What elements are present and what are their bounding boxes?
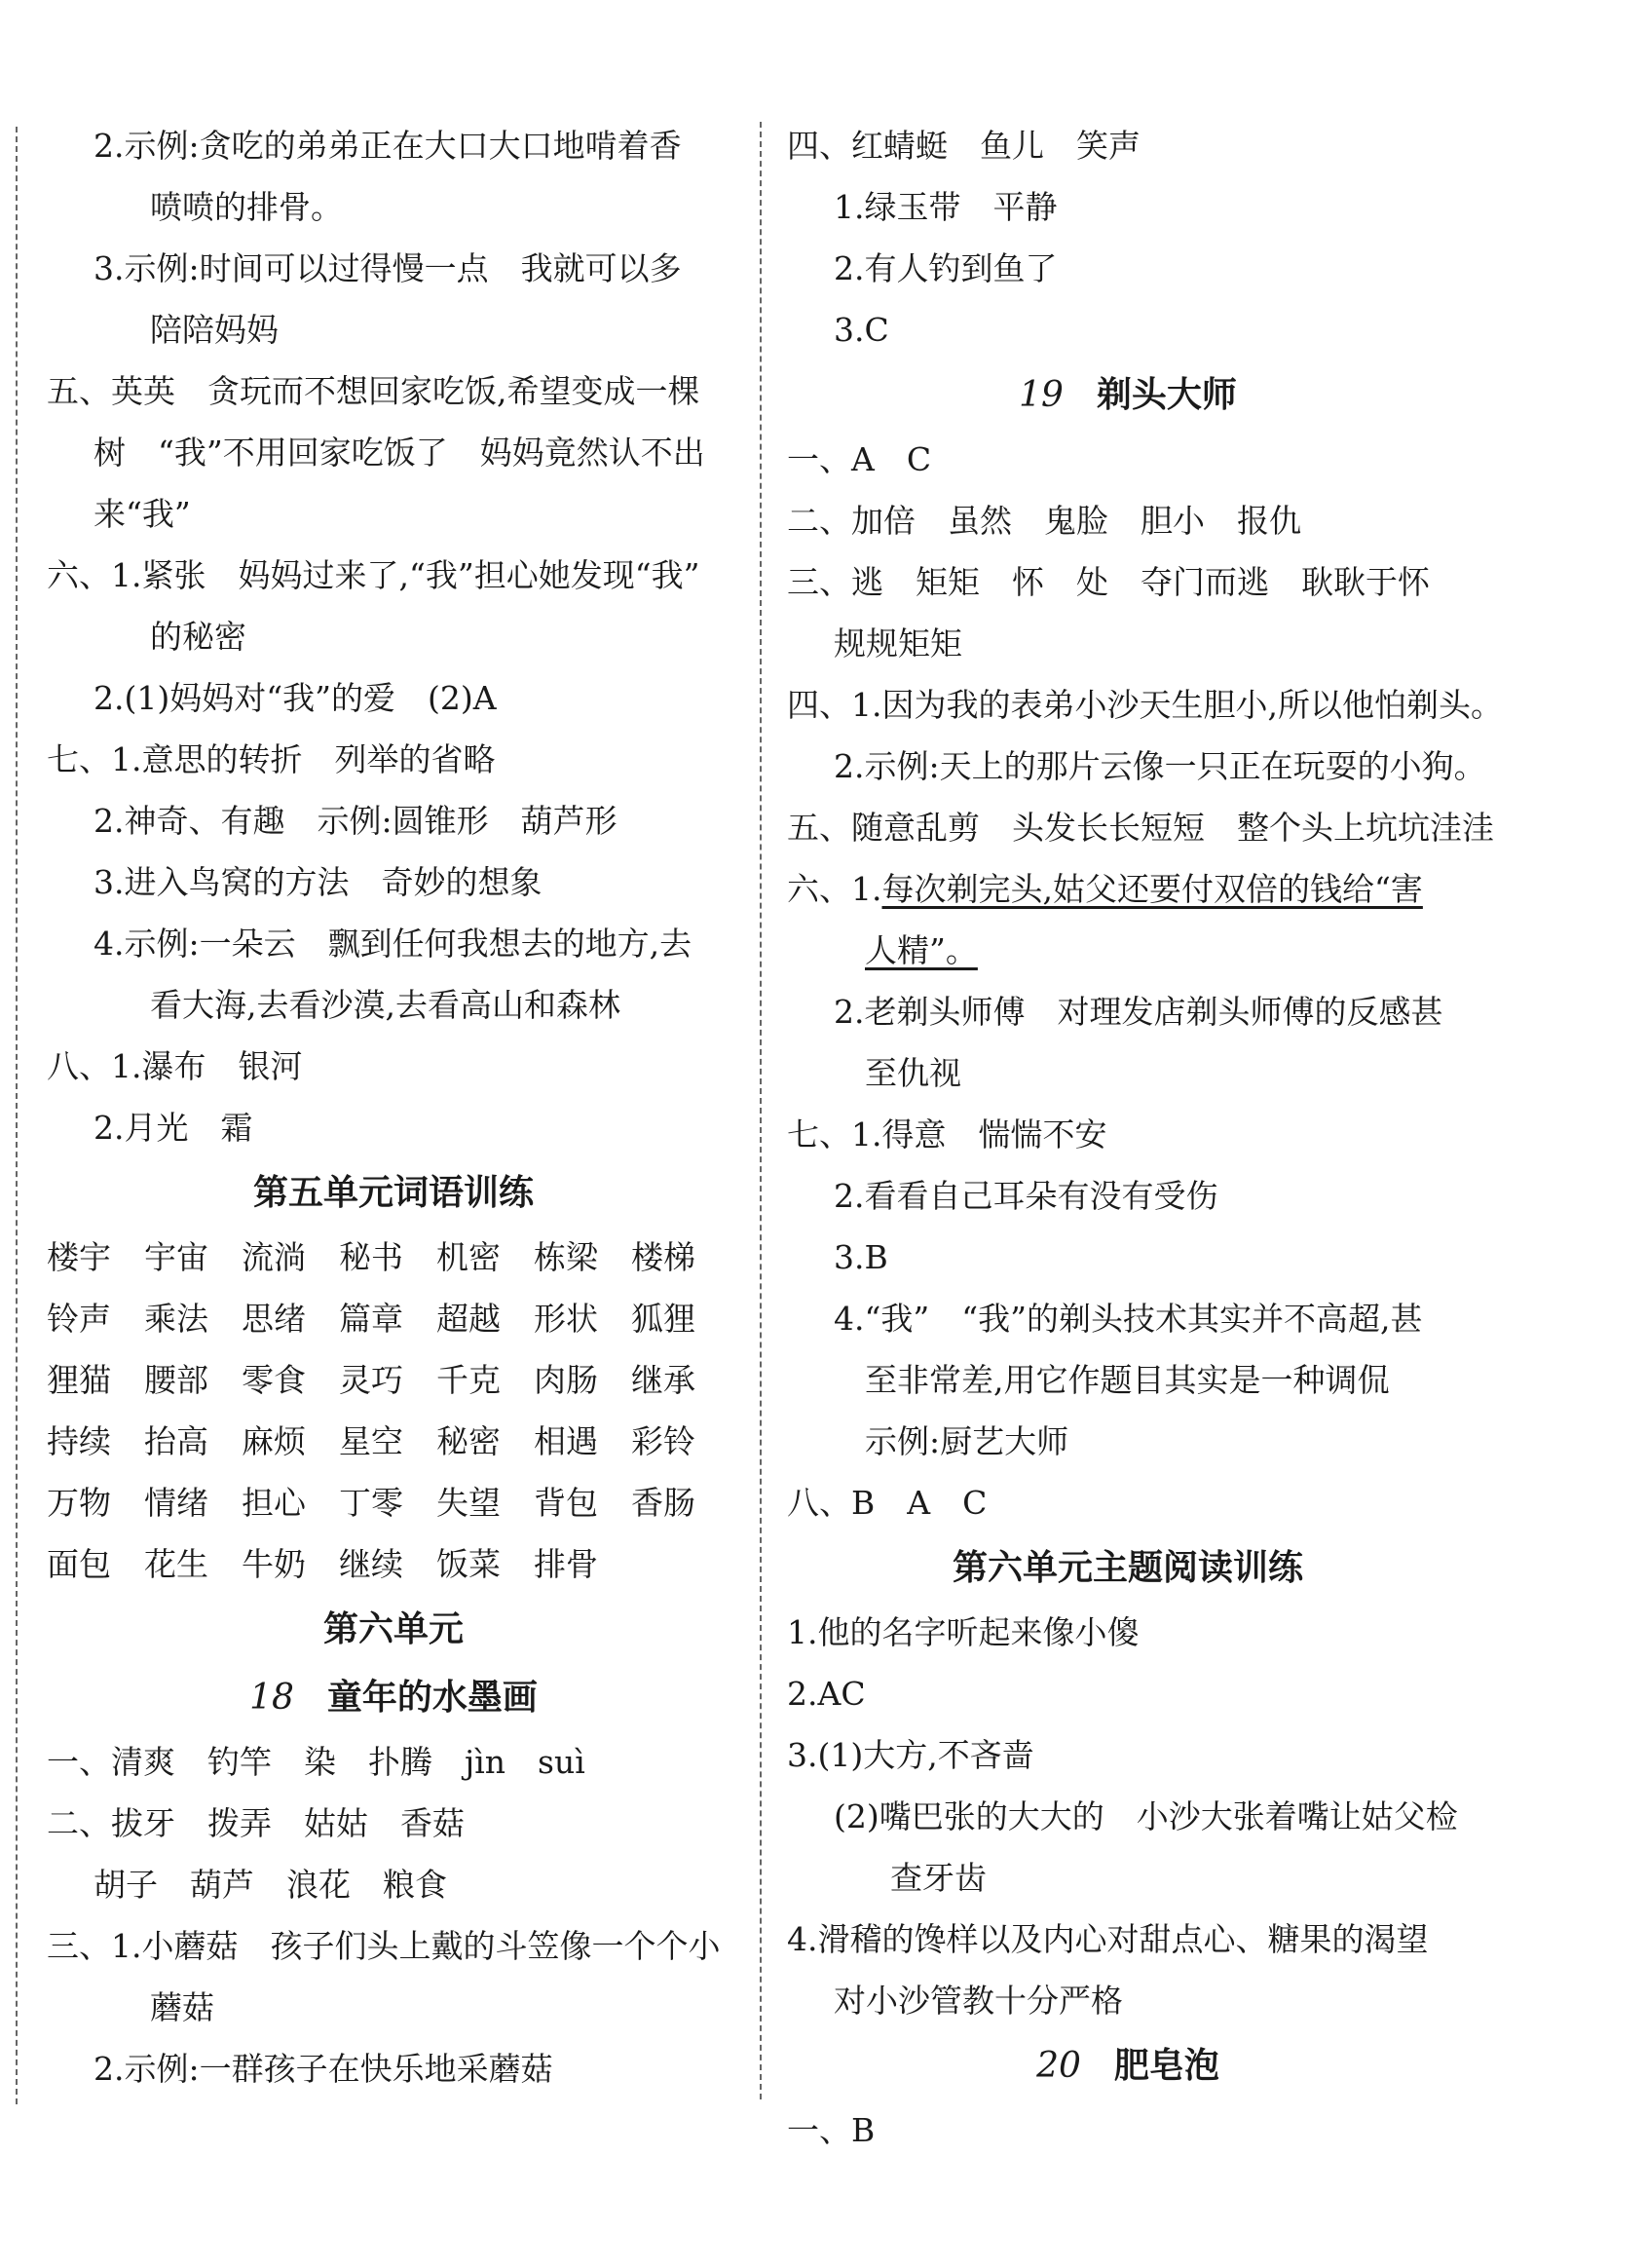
answer-line: 喷喷的排骨。 <box>150 188 343 226</box>
vocab-word: 香肠 <box>631 1484 695 1522</box>
vocab-word: 秘书 <box>339 1238 403 1276</box>
vocab-word: 腰部 <box>144 1361 208 1399</box>
vocab-word: 千克 <box>436 1361 501 1399</box>
vocab-word: 狐狸 <box>631 1300 695 1338</box>
vocab-word: 排骨 <box>534 1545 598 1583</box>
heading-unit6-reading: 第六单元主题阅读训练 <box>952 1547 1303 1588</box>
answer-line: 规规矩矩 <box>834 624 962 662</box>
lesson-20-title <box>787 2031 1469 2099</box>
vocab-word-grid <box>47 1227 740 1595</box>
answer-line: 3.B <box>834 1238 888 1276</box>
answer-line: 2.示例:贪吃的弟弟正在大口大口地啃着香 <box>94 127 682 165</box>
vocab-word: 饭菜 <box>436 1545 501 1583</box>
vocab-word: 彩铃 <box>631 1422 695 1460</box>
vocab-word: 继续 <box>339 1545 403 1583</box>
vocab-word: 丁零 <box>339 1484 403 1522</box>
vocab-word: 担心 <box>242 1484 306 1522</box>
answer-line: 陪陪妈妈 <box>150 311 279 349</box>
lesson-20-answers <box>787 2099 1469 2161</box>
answer-line: 蘑菇 <box>150 1988 214 2026</box>
answer-line: 四、1.因为我的表弟小沙天生胆小,所以他怕剃头。 <box>787 686 1503 724</box>
vocab-word: 万物 <box>47 1484 111 1522</box>
vocab-row <box>47 1227 740 1288</box>
vocab-word: 思绪 <box>242 1300 306 1338</box>
vocab-word: 铃声 <box>47 1300 111 1338</box>
answer-line: 3.示例:时间可以过得慢一点 我就可以多 <box>94 249 682 287</box>
vocab-word: 相遇 <box>534 1422 598 1460</box>
answer-line: 2.看看自己耳朵有没有受伤 <box>834 1177 1218 1215</box>
answer-line: 八、1.瀑布 银河 <box>47 1047 303 1085</box>
vocab-word: 继承 <box>631 1361 695 1399</box>
vocab-word: 零食 <box>242 1361 306 1399</box>
heading-unit6: 第六单元 <box>322 1608 464 1649</box>
answer-line: 3.进入鸟窝的方法 奇妙的想象 <box>94 863 542 901</box>
answer-line: 三、1.小蘑菇 孩子们头上戴的斗笠像一个个小 <box>47 1927 721 1965</box>
answer-line: 一、B <box>787 2111 876 2149</box>
vocab-word: 宇宙 <box>144 1238 208 1276</box>
vocab-word: 面包 <box>47 1545 111 1583</box>
answer-line: 对小沙管教十分严格 <box>834 1982 1123 2020</box>
answer-line: 2.老剃头师傅 对理发店剃头师傅的反感甚 <box>834 993 1443 1031</box>
answer-line: 二、加倍 虽然 鬼脸 胆小 报仇 <box>787 502 1301 540</box>
lesson-18-answers-cont <box>787 115 1469 360</box>
underlined-answer: 人精”。 <box>865 931 978 969</box>
answer-line: 三、逃 矩矩 怀 处 夺门而逃 耿耿于怀 <box>787 563 1430 601</box>
answer-line: 树 “我”不用回家吃饭了 妈妈竟然认不出 <box>94 434 705 472</box>
answer-line: 一、清爽 钓竿 染 扑腾 jìn suì <box>47 1743 585 1781</box>
vocab-row <box>47 1288 740 1349</box>
answer-line: 一、A C <box>787 440 932 478</box>
answer-line: 六、1.紧张 妈妈过来了,“我”担心她发现“我” <box>47 556 700 594</box>
vocab-word: 麻烦 <box>242 1422 306 1460</box>
lesson-19-title <box>787 360 1469 429</box>
left-answers-block <box>47 115 740 1158</box>
underlined-answer: 每次剃完头,姑父还要付双倍的钱给“害 <box>881 870 1423 908</box>
answer-line: 至非常差,用它作题目其实是一种调侃 <box>865 1361 1390 1399</box>
vocab-word: 形状 <box>534 1300 598 1338</box>
answer-line: 4.示例:一朵云 飘到任何我想去的地方,去 <box>94 925 692 963</box>
lesson-title: 童年的水墨画 <box>326 1677 538 1718</box>
vocab-word: 乘法 <box>144 1300 208 1338</box>
lesson-19-answers <box>787 429 1503 858</box>
vocab-row <box>47 1349 740 1411</box>
answer-line: 1.他的名字听起来像小傻 <box>787 1613 1140 1651</box>
answer-line: 2.神奇、有趣 示例:圆锥形 葫芦形 <box>94 802 617 840</box>
page-edge-dashed-line <box>16 127 18 2104</box>
right-column <box>787 115 1503 2161</box>
vocab-word: 篇章 <box>339 1300 403 1338</box>
vocab-word: 超越 <box>436 1300 501 1338</box>
heading-unit5-vocab: 第五单元词语训练 <box>252 1172 534 1213</box>
answer-line: 七、1.得意 惴惴不安 <box>787 1115 1107 1153</box>
answer-line: 查牙齿 <box>890 1859 987 1897</box>
vocab-word: 抬高 <box>144 1422 208 1460</box>
answer-line: 来“我” <box>94 495 191 533</box>
vocab-word: 狸猫 <box>47 1361 111 1399</box>
vocab-word: 流淌 <box>242 1238 306 1276</box>
answer-line: 2.(1)妈妈对“我”的爱 (2)A <box>94 679 497 717</box>
answer-line: 四、红蜻蜓 鱼儿 笑声 <box>787 127 1141 165</box>
answer-line: 二、拔牙 拨弄 姑姑 香菇 <box>47 1804 465 1842</box>
vocab-word: 背包 <box>534 1484 598 1522</box>
answer-line: 至仇视 <box>865 1054 961 1092</box>
answer-line: 2.月光 霜 <box>94 1109 253 1147</box>
answer-line: 胡子 葫芦 浪花 粮食 <box>94 1866 447 1904</box>
lesson-19-answers-cont <box>787 981 1469 1533</box>
answer-line: 4.滑稽的馋样以及内心对甜点心、糖果的渴望 <box>787 1920 1429 1958</box>
answer-line: 3.C <box>834 311 889 349</box>
vocab-word: 持续 <box>47 1422 111 1460</box>
left-column <box>47 115 740 2099</box>
reading-answers <box>787 1602 1469 2031</box>
answer-line: 七、1.意思的转折 列举的省略 <box>47 740 496 778</box>
lesson-number: 20 <box>1036 2046 1081 2086</box>
vocab-word: 机密 <box>436 1238 501 1276</box>
answer-line: 1.绿玉带 平静 <box>834 188 1058 226</box>
answer-prefix: 六、1. <box>787 870 882 908</box>
lesson-18-title <box>47 1663 740 1731</box>
vocab-row <box>47 1411 740 1472</box>
answer-line: 2.AC <box>787 1675 866 1713</box>
vocab-word: 楼梯 <box>631 1238 695 1276</box>
answer-line: 3.(1)大方,不吝啬 <box>787 1736 1034 1774</box>
lesson-number: 19 <box>1019 375 1064 415</box>
vocab-word: 栋梁 <box>534 1238 598 1276</box>
answer-line: 的秘密 <box>150 618 246 656</box>
answer-line: 2.示例:天上的那片云像一只正在玩耍的小狗。 <box>834 747 1486 785</box>
vocab-word: 秘密 <box>436 1422 501 1460</box>
lesson-18-answers <box>47 1731 740 2099</box>
lesson-number: 18 <box>249 1678 294 1718</box>
lesson-title: 肥皂泡 <box>1113 2045 1219 2086</box>
lesson-title: 剃头大师 <box>1096 374 1237 415</box>
column-divider <box>760 122 762 2099</box>
vocab-word: 失望 <box>436 1484 501 1522</box>
vocab-word: 花生 <box>144 1545 208 1583</box>
vocab-word: 情绪 <box>144 1484 208 1522</box>
answer-line <box>787 858 1469 920</box>
answer-line: 示例:厨艺大师 <box>865 1422 1069 1460</box>
vocab-word: 楼宇 <box>47 1238 111 1276</box>
answer-line: 2.有人钓到鱼了 <box>834 249 1058 287</box>
vocab-row <box>47 1533 740 1595</box>
answer-line: 五、随意乱剪 头发长长短短 整个头上坑坑洼洼 <box>787 809 1494 847</box>
answer-line: 八、B A C <box>787 1484 988 1522</box>
answer-line: 五、英英 贪玩而不想回家吃饭,希望变成一棵 <box>47 372 700 410</box>
vocab-word: 肉肠 <box>534 1361 598 1399</box>
answer-line: 4.“我” “我”的剃头技术其实并不高超,甚 <box>834 1300 1423 1338</box>
answer-line: 2.示例:一群孩子在快乐地采蘑菇 <box>94 2050 553 2088</box>
vocab-word: 星空 <box>339 1422 403 1460</box>
answer-line <box>787 920 1469 981</box>
answer-line: 看大海,去看沙漠,去看高山和森林 <box>150 986 620 1024</box>
vocab-row <box>47 1472 740 1533</box>
answer-line: (2)嘴巴张的大大的 小沙大张着嘴让姑父检 <box>834 1797 1458 1835</box>
vocab-word: 牛奶 <box>242 1545 306 1583</box>
vocab-word: 灵巧 <box>339 1361 403 1399</box>
